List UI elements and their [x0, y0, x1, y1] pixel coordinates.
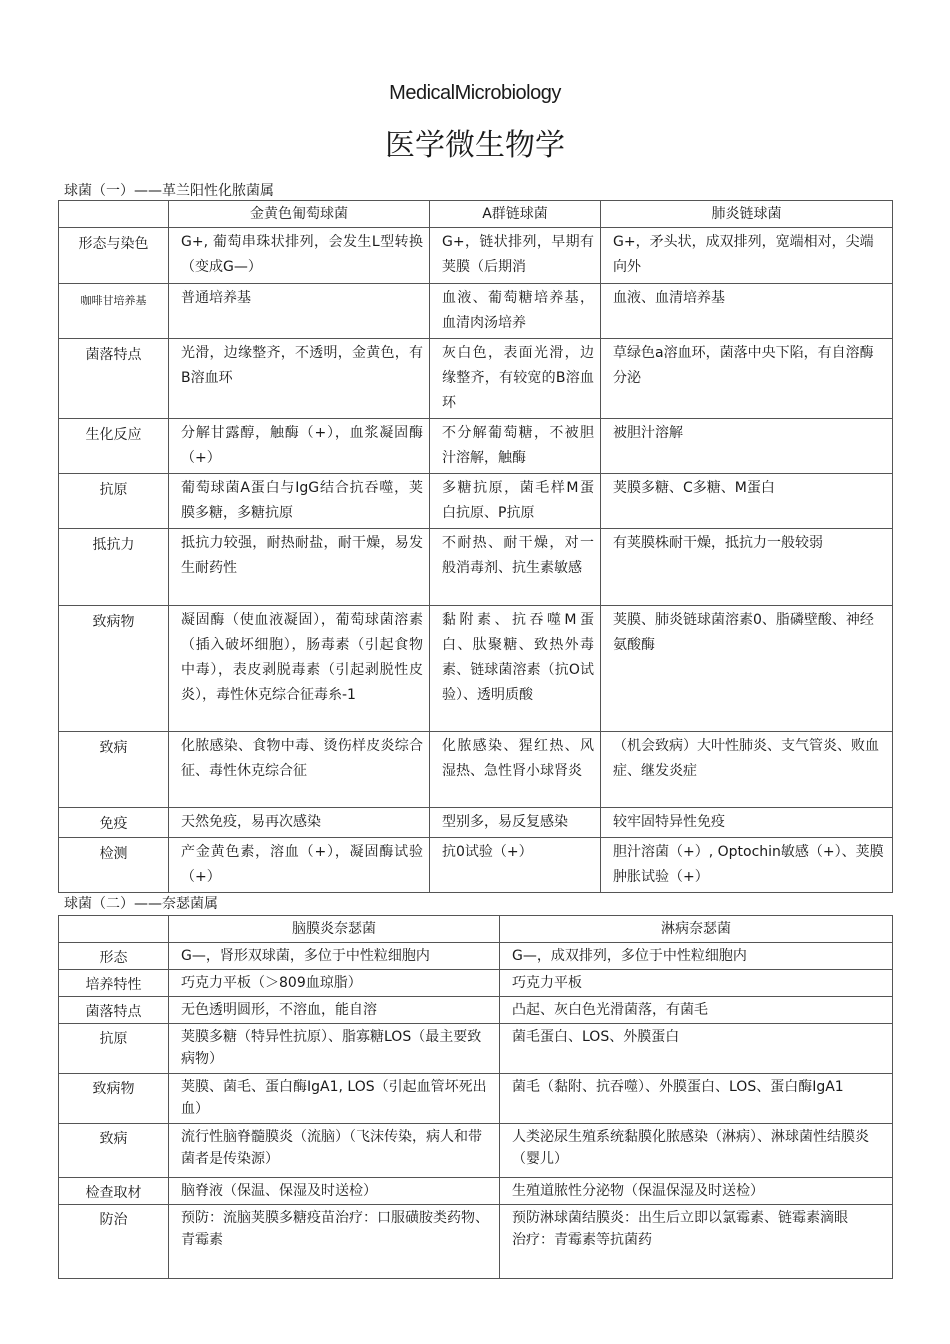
table-cell: 脑脊液（保温、保湿及时送检） [169, 1178, 500, 1205]
table-row [59, 474, 893, 529]
row-label: 形态与染色 [59, 228, 169, 284]
table-cell: 胆汁溶菌（+）, Optochin敏感（+）、荚膜肿胀试验（+） [601, 838, 893, 893]
table-cell: 预防：流脑荚膜多糖疫苗治疗：口服磺胺类药物、青霉素 [169, 1205, 500, 1279]
row-label: 检查取材 [59, 1178, 169, 1205]
table-cell: 血液、血清培养基 [601, 284, 893, 339]
row-label: 防治 [59, 1205, 169, 1279]
table-cell: 被胆汁溶解 [601, 419, 893, 474]
table-cell: 葡萄球菌A蛋白与IgG结合抗吞噬，荚膜多糖，多糖抗原 [169, 474, 430, 529]
row-label: 抗原 [59, 1024, 169, 1074]
table-row [59, 1024, 893, 1074]
table-cell: （机会致病）大叶性肺炎、支气管炎、败血症、继发炎症 [601, 732, 893, 808]
table-cell: 凝固酶（使血液凝固），葡萄球菌溶素（插入破坏细胞），肠毒素（引起食物中毒），表皮剥脱毒素（引起剥脱性皮炎），毒性休克综合征毒糸-1 [169, 606, 430, 732]
row-label: 形态 [59, 943, 169, 970]
row-label: 抗原 [59, 474, 169, 529]
table-header-row [59, 916, 893, 943]
gram-positive-cocci-table [58, 200, 893, 893]
treatment-text: 治疗：青霉素等抗菌药 [512, 1232, 652, 1248]
table-header-row [59, 201, 893, 228]
table-row [59, 606, 893, 732]
table-row [59, 808, 893, 838]
table-cell: 多糖抗原，菌毛样M蛋白抗原、P抗原 [430, 474, 601, 529]
prevention-text: 预防淋球菌结膜炎：出生后立即以氯霉素、链霉素滴眼 [512, 1210, 848, 1226]
table-cell: 型别多，易反复感染 [430, 808, 601, 838]
row-label: 免疫 [59, 808, 169, 838]
document-title-english: MedicalMicrobiology [389, 82, 561, 104]
row-label: 培养特性 [59, 970, 169, 997]
table-cell: 产金黄色素，溶血（+），凝固酶试验（+） [169, 838, 430, 893]
row-label: 咖啡甘培养基 [59, 284, 169, 339]
table-cell: 无色透明圆形，不溶血，能自溶 [169, 997, 500, 1024]
table-cell: 凸起、灰白色光滑菌落，有菌毛 [500, 997, 893, 1024]
row-label: 菌落特点 [59, 339, 169, 419]
table-cell: 流行性脑脊髓膜炎（流脑）（飞沫传染，病人和带菌者是传染源） [169, 1124, 500, 1178]
table-cell: G+，矛头状，成双排列，宽端相对，尖端向外 [601, 228, 893, 284]
table-cell: 较牢固特异性免疫 [601, 808, 893, 838]
header-blank [59, 201, 169, 228]
table-cell: 血液、葡萄糖培养基，血清肉汤培养 [430, 284, 601, 339]
section2-title: 球菌（二）——奈瑟菌属 [64, 896, 218, 912]
table-cell: G—，成双排列，多位于中性粒细胞内 [500, 943, 893, 970]
table-cell: 草绿色a溶血环，菌落中央下陷，有自溶酶分泌 [601, 339, 893, 419]
table-cell: 荚膜、肺炎链球菌溶素0、脂磷壁酸、神经氨酸酶 [601, 606, 893, 732]
table-cell: G+, 葡萄串珠状排列，会发生L型转换（变成G—） [169, 228, 430, 284]
table-cell: 抵抗力较强，耐热耐盐，耐干燥，易发生耐药性 [169, 529, 430, 606]
table-cell: 菌毛蛋白、LOS、外膜蛋白 [500, 1024, 893, 1074]
table-cell: 巧克力平板（＞809血琼脂） [169, 970, 500, 997]
row-label: 致病物 [59, 1074, 169, 1124]
table-cell: 化脓感染、猩红热、风湿热、急性肾小球肾炎 [430, 732, 601, 808]
table-cell: 不耐热、耐干燥，对一般消毒剂、抗生素敏感 [430, 529, 601, 606]
row-label: 抵抗力 [59, 529, 169, 606]
table-cell: 人类泌尿生殖系统黏膜化脓感染（淋病）、淋球菌性结膜炎（婴儿） [500, 1124, 893, 1178]
table-row [59, 1205, 893, 1279]
table-cell: 普通培养基 [169, 284, 430, 339]
neisseria-table [58, 915, 893, 1279]
table-row [59, 419, 893, 474]
table-row [59, 943, 893, 970]
table-row [59, 1074, 893, 1124]
table-row [59, 970, 893, 997]
table-row [59, 838, 893, 893]
row-label: 菌落特点 [59, 997, 169, 1024]
table-cell: 分解甘露醇，触酶（+），血浆凝固酶（+） [169, 419, 430, 474]
table-cell: 荚膜多糖、C多糖、M蛋白 [601, 474, 893, 529]
table-cell: 荚膜多糖（特异性抗原）、脂寡糖LOS（最主要致病物） [169, 1024, 500, 1074]
table-row [59, 284, 893, 339]
table-cell: G+，链状排列，早期有荚膜（后期消 [430, 228, 601, 284]
table-row [59, 529, 893, 606]
row-label: 致病物 [59, 606, 169, 732]
row-label: 致病 [59, 1124, 169, 1178]
table-cell [500, 1205, 893, 1279]
table-cell: G—，肾形双球菌，多位于中性粒细胞内 [169, 943, 500, 970]
table-row [59, 228, 893, 284]
table-cell: 菌毛（黏附、抗吞噬）、外膜蛋白、LOS、蛋白酶IgA1 [500, 1074, 893, 1124]
header-pneumococcus: 肺炎链球菌 [601, 201, 893, 228]
row-label: 生化反应 [59, 419, 169, 474]
section1-title: 球菌（一）——革兰阳性化脓菌属 [64, 183, 274, 199]
table-row [59, 339, 893, 419]
table-cell: 天然免疫，易再次感染 [169, 808, 430, 838]
table-cell: 光滑，边缘整齐，不透明，金黄色，有B溶血环 [169, 339, 430, 419]
header-meningococcus: 脑膜炎奈瑟菌 [169, 916, 500, 943]
header-blank [59, 916, 169, 943]
document-title-chinese: 医学微生物学 [385, 128, 565, 163]
table-row [59, 1178, 893, 1205]
row-label: 致病 [59, 732, 169, 808]
table-cell: 黏附素、抗吞噬M蛋白、肽聚糖、致热外毒素、链球菌溶素（抗O试验）、透明质酸 [430, 606, 601, 732]
table-cell: 荚膜、菌毛、蛋白酶IgA1, LOS（引起血管坏死出血） [169, 1074, 500, 1124]
table-cell: 不分解葡萄糖，不被胆汁溶解，触酶 [430, 419, 601, 474]
header-staphylococcus: 金黄色匍萄球菌 [169, 201, 430, 228]
table-row [59, 732, 893, 808]
table-cell: 有荚膜株耐干燥，抵抗力一般较弱 [601, 529, 893, 606]
table-row [59, 997, 893, 1024]
table-cell: 巧克力平板 [500, 970, 893, 997]
table-cell: 抗0试验（+） [430, 838, 601, 893]
table-cell: 化脓感染、食物中毒、烫伤样皮炎综合征、毒性休克综合征 [169, 732, 430, 808]
row-label: 检测 [59, 838, 169, 893]
header-group-a-streptococcus: A群链球菌 [430, 201, 601, 228]
table-row [59, 1124, 893, 1178]
header-gonococcus: 淋病奈瑟菌 [500, 916, 893, 943]
table-cell: 灰白色，表面光滑，边缘整齐，有较宽的B溶血环 [430, 339, 601, 419]
table-cell: 生殖道脓性分泌物（保温保湿及时送检） [500, 1178, 893, 1205]
